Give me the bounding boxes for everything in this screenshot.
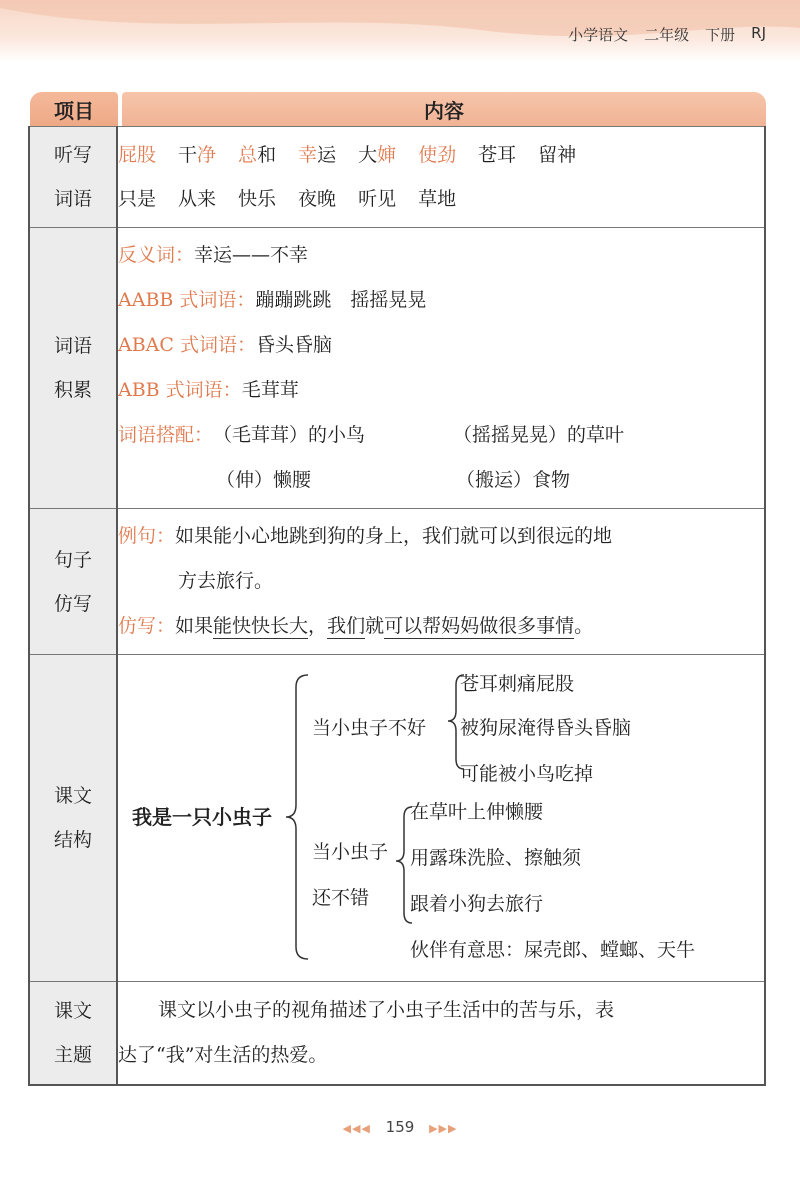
good-item: 在草叶上伸懒腰 <box>410 801 544 823</box>
bad-item: 被狗尿淹得昏头昏脑 <box>460 717 632 739</box>
word: 夜晚 <box>298 188 337 210</box>
running-header <box>568 24 766 45</box>
aabb-line: AABB 式词语：蹦蹦跳跳 摇摇晃晃 <box>118 289 427 311</box>
word: 屁股 <box>118 144 157 166</box>
header-volume: 下册 <box>705 26 736 44</box>
left-arrows-icon: ◀◀◀ <box>342 1122 371 1135</box>
row-imitation <box>29 509 765 655</box>
content-vocab <box>117 228 765 509</box>
label-line: 听写 <box>53 144 92 166</box>
example-line-2: 方去旅行。 <box>178 570 274 592</box>
label-vocab <box>29 228 117 509</box>
word: 草地 <box>418 188 457 210</box>
header-edition: RJ <box>751 24 766 42</box>
content-dictation <box>117 127 765 228</box>
bad-item: 苍耳刺痛屁股 <box>460 673 575 695</box>
label-line: 句子 <box>53 548 92 571</box>
content-theme <box>117 982 765 1086</box>
word: 快乐 <box>238 188 277 210</box>
label-line: 课文 <box>53 785 92 807</box>
label-line: 仿写 <box>53 592 92 615</box>
content-imitation <box>117 509 765 655</box>
dictation-line-1 <box>118 133 764 177</box>
structure-root: 我是一只小虫子 <box>132 805 272 829</box>
label-structure <box>29 655 117 982</box>
bad-item: 可能被小鸟吃掉 <box>460 763 594 785</box>
word: 总和 <box>238 144 277 166</box>
abb-line: ABB 式词语：毛茸茸 <box>118 379 299 401</box>
column-head-item: 项目 <box>30 92 118 126</box>
label-line: 结构 <box>53 829 92 851</box>
summary-table <box>28 126 766 1086</box>
label-theme <box>29 982 117 1086</box>
structure-bad: 当小虫子不好 <box>312 717 427 739</box>
column-head-content: 内容 <box>122 92 766 126</box>
row-structure <box>29 655 765 982</box>
structure-good-2: 还不错 <box>312 887 370 909</box>
word: 留神 <box>538 144 577 166</box>
structure-good-1: 当小虫子 <box>312 841 389 863</box>
row-dictation <box>29 127 765 228</box>
label-line: 词语 <box>53 188 92 210</box>
label-dictation <box>29 127 117 228</box>
imitate-line: 仿写：如果能快快长大，我们就可以帮妈妈做很多事情。 <box>118 615 594 637</box>
antonym-line: 反义词：幸运——不幸 <box>118 244 309 266</box>
header-grade: 二年级 <box>644 26 690 44</box>
abac-line: ABAC 式词语：昏头昏脑 <box>118 334 332 356</box>
label-line: 主题 <box>53 1044 92 1066</box>
good-item: 伙伴有意思：屎壳郎、螳螂、天牛 <box>410 939 696 961</box>
dictation-line-2 <box>118 177 764 221</box>
page-number <box>0 1118 800 1136</box>
collocation-line-1: 词语搭配：（毛茸茸）的小鸟 （摇摇晃晃）的草叶 <box>118 424 625 446</box>
header-subject: 小学语文 <box>568 26 629 44</box>
good-item: 用露珠洗脸、擦触须 <box>410 847 582 869</box>
word: 幸运 <box>298 144 337 166</box>
word: 干净 <box>178 144 217 166</box>
example-line-1: 例句：如果能小心地跳到狗的身上，我们就可以到很远的地 <box>118 525 613 547</box>
label-line: 词语 <box>53 335 92 357</box>
word: 听见 <box>358 188 397 210</box>
right-arrows-icon: ▶▶▶ <box>429 1122 458 1135</box>
word: 从来 <box>178 188 217 210</box>
row-vocab <box>29 228 765 509</box>
page-number-value: 159 <box>385 1118 415 1136</box>
good-item: 跟着小狗去旅行 <box>410 893 544 915</box>
word: 苍耳 <box>478 144 517 166</box>
label-line: 课文 <box>53 1000 92 1022</box>
word: 大婶 <box>358 144 397 166</box>
row-theme <box>29 982 765 1086</box>
word: 使劲 <box>418 144 457 166</box>
word: 只是 <box>118 188 157 210</box>
theme-line-1: 课文以小虫子的视角描述了小虫子生活中的苦与乐，表 <box>158 999 615 1021</box>
theme-line-2: 达了“我”对生活的热爱。 <box>118 1044 328 1066</box>
collocation-line-2: （伸）懒腰 （搬运）食物 <box>216 469 571 491</box>
label-line: 积累 <box>53 379 92 401</box>
structure-diagram <box>118 655 764 981</box>
content-structure <box>117 655 765 982</box>
label-imitation <box>29 509 117 655</box>
